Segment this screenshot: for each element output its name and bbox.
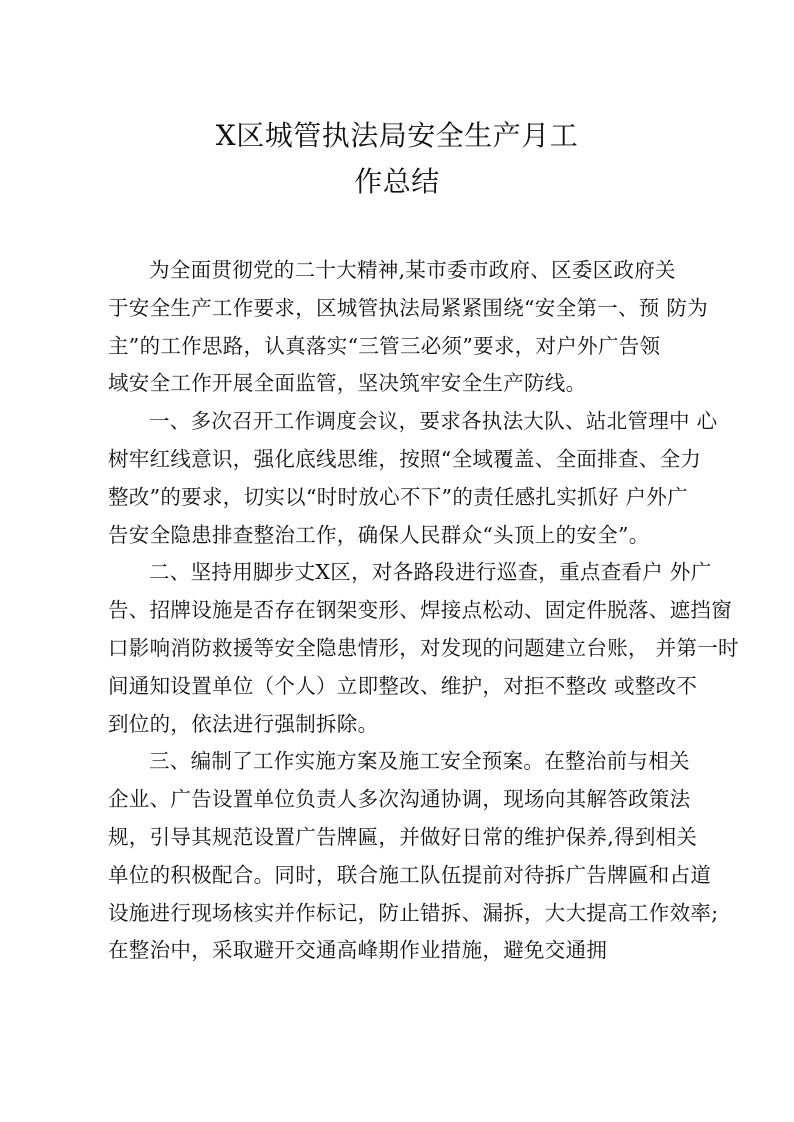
paragraph-4-line-5: 设施进行现场核实并作标记，防止错拆、漏拆，大大提高工作效率; <box>108 900 719 925</box>
document-title-line-1: X区城管执法局安全生产月工 <box>215 119 579 152</box>
paragraph-1-line-2: 于安全生产工作要求，区城管执法局紧紧围绕“安全第一、预 防为 <box>108 295 708 320</box>
paragraph-4-line-6: 在整治中，采取避开交通高峰期作业措施，避免交通拥 <box>108 938 608 963</box>
document-body <box>108 252 739 970</box>
paragraph-3-line-2: 告、招牌设施是否存在钢架变形、焊接点松动、固定件脱落、遮挡窗 <box>108 598 732 623</box>
paragraph-4-line-1: 三、编制了工作实施方案及施工安全预案。在整治前与相关 <box>149 749 690 774</box>
paragraph-3-line-4: 间通知设置单位（个人）立即整改、维护，对拒不整改 或整改不 <box>108 673 698 698</box>
paragraph-2-line-3: 整改”的要求，切实以“时时放心不下”的责任感扎实抓好 户外广 <box>108 484 688 509</box>
paragraph-4-line-2: 企业、广告设置单位负责人多次沟通协调，现场向其解答政策法 <box>108 787 691 812</box>
paragraph-2-line-4: 告安全隐患排查整治工作，确保人民群众“头顶上的安全”。 <box>108 522 650 547</box>
paragraph-2-line-2: 树牢红线意识，强化底线思维，按照“全域覆盖、全面排查、全力 <box>108 446 702 471</box>
paragraph-4-line-3: 规，引导其规范设置广告牌匾，并做好日常的维护保养,得到相关 <box>108 824 698 849</box>
paragraph-1-line-1: 为全面贯彻党的二十大精神,某市委市政府、区委区政府关 <box>149 258 676 282</box>
paragraph-2-line-1: 一、多次召开工作调度会议，要求各执法大队、站北管理中 心 <box>149 409 718 434</box>
paragraph-4-line-4: 单位的积极配合。同时，联合施工队伍提前对待拆广告牌匾和占道 <box>108 862 712 887</box>
paragraph-1-line-4: 域安全工作开展全面监管，坚决筑牢安全生产防线。 <box>108 371 587 396</box>
document-title-line-2: 作总结 <box>354 165 440 198</box>
paragraph-3-line-1: 二、坚持用脚步丈X区，对各路段进行巡查，重点查看户 外广 <box>149 560 712 585</box>
paragraph-3-line-5: 到位的，依法进行强制拆除。 <box>108 711 379 736</box>
paragraph-1-line-3: 主”的工作思路，认真落实“三管三必须”要求，对户外广告领 <box>108 333 661 358</box>
paragraph-3-line-3: 口影响消防救援等安全隐患情形，对发现的问题建立台账， 并第一时 <box>108 635 739 660</box>
